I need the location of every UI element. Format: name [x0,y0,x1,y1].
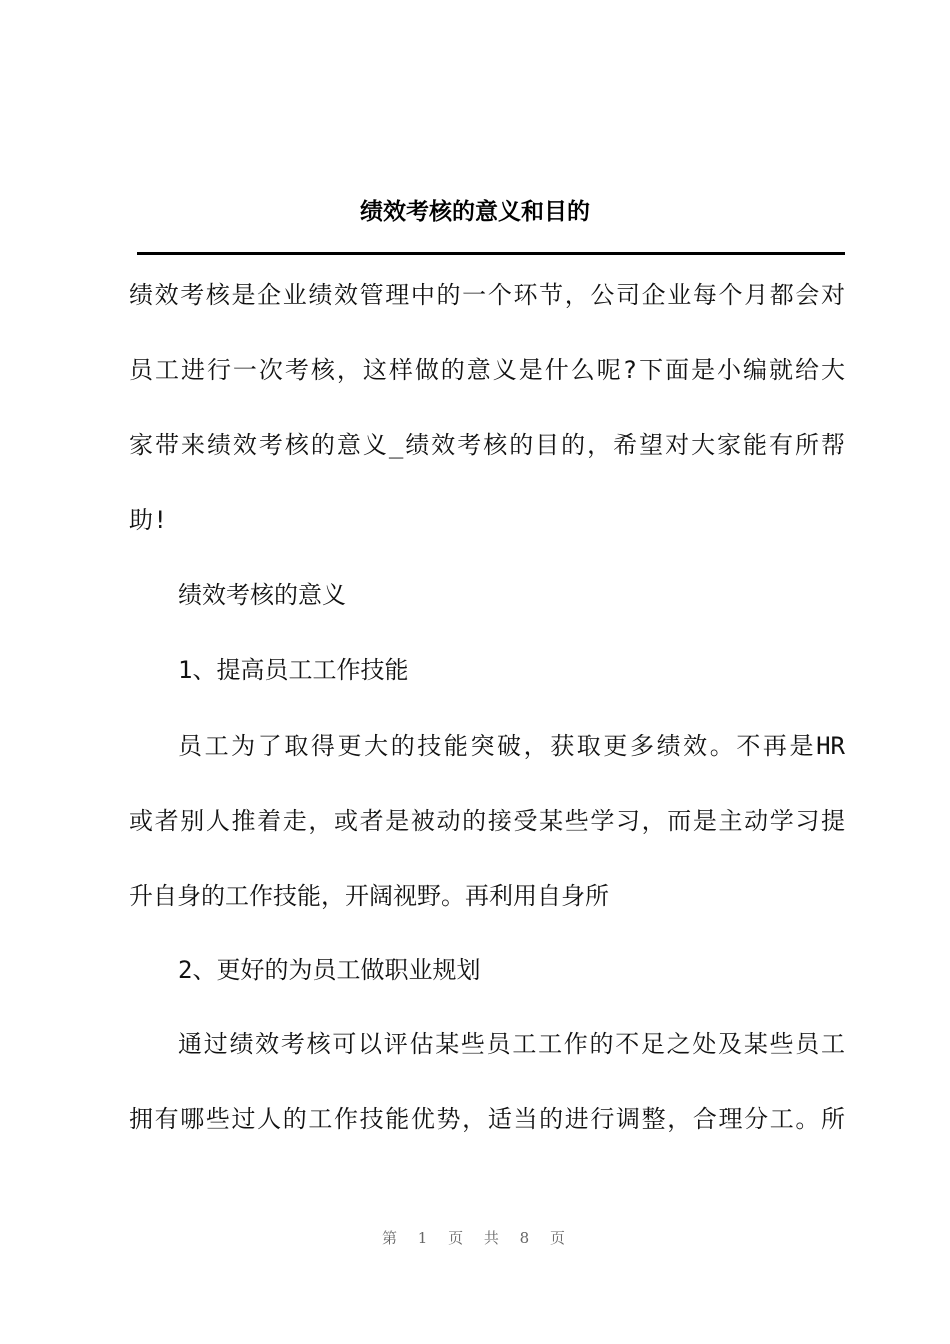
paragraph-line: 通过绩效考核可以评估某些员工工作的不足之处及某些员工 [178,1030,845,1058]
paragraph-line: 或者别人推着走，或者是被动的接受某些学习，而是主动学习提 [129,807,845,835]
paragraph-line: 家带来绩效考核的意义_绩效考核的目的，希望对大家能有所帮 [129,431,845,459]
paragraph-line: 绩效考核是企业绩效管理中的一个环节，公司企业每个月都会对 [129,281,845,309]
subsection-heading: 1、提高员工工作技能 [178,656,409,684]
paragraph-line: 升自身的工作技能，开阔视野。再利用自身所 [129,882,609,910]
page-number-footer: 第 1 页 共 8 页 [382,1229,568,1247]
paragraph-line: 员工进行一次考核，这样做的意义是什么呢?下面是小编就给大 [129,356,845,384]
paragraph-line: 拥有哪些过人的工作技能优势，适当的进行调整，合理分工。所 [129,1105,845,1133]
subsection-heading: 2、更好的为员工做职业规划 [178,956,481,984]
section-heading: 绩效考核的意义 [178,581,346,609]
paragraph-line: 助! [129,506,168,534]
document-title: 绩效考核的意义和目的 [360,198,590,225]
paragraph-line: 员工为了取得更大的技能突破，获取更多绩效。不再是HR [178,732,845,760]
title-underline [137,252,845,255]
